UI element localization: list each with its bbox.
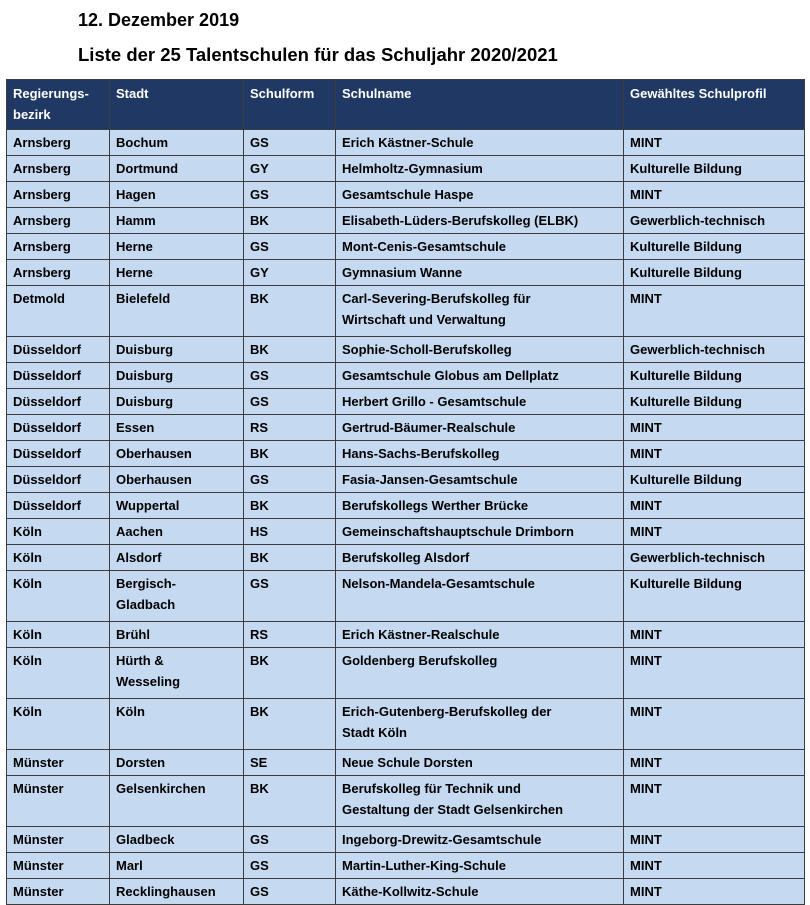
- cell-stadt: [110, 699, 244, 750]
- cell-schulprofil: MINT: [624, 415, 805, 441]
- cell-text-line: Herne: [116, 239, 153, 254]
- cell-text-line: Duisburg: [116, 368, 174, 383]
- table-row: [7, 571, 805, 622]
- cell-stadt: [110, 545, 244, 571]
- cell-regierungsbezirk: Münster: [7, 750, 110, 776]
- cell-regierungsbezirk: Münster: [7, 853, 110, 879]
- document-title: Liste der 25 Talentschulen für das Schuljahr 2020/2021: [78, 44, 558, 65]
- cell-schulname: [336, 182, 624, 208]
- cell-stadt: [110, 415, 244, 441]
- cell-stadt: [110, 363, 244, 389]
- cell-schulprofil: Kulturelle Bildung: [624, 156, 805, 182]
- cell-regierungsbezirk: Köln: [7, 648, 110, 699]
- cell-regierungsbezirk: Köln: [7, 571, 110, 622]
- cell-regierungsbezirk: Düsseldorf: [7, 441, 110, 467]
- cell-regierungsbezirk: Düsseldorf: [7, 415, 110, 441]
- cell-regierungsbezirk: Köln: [7, 699, 110, 750]
- cell-schulform: BK: [244, 208, 336, 234]
- cell-regierungsbezirk: Arnsberg: [7, 234, 110, 260]
- cell-text-line: Dorsten: [116, 755, 166, 770]
- cell-stadt: [110, 156, 244, 182]
- cell-schulprofil: MINT: [624, 493, 805, 519]
- header-text: Stadt: [116, 86, 149, 101]
- cell-stadt: [110, 130, 244, 156]
- cell-regierungsbezirk: Arnsberg: [7, 208, 110, 234]
- cell-text-line: Martin-Luther-King-Schule: [342, 858, 506, 873]
- column-header-profil: [624, 80, 805, 130]
- cell-regierungsbezirk: Düsseldorf: [7, 337, 110, 363]
- cell-text-line: Erich Kästner-Realschule: [342, 627, 500, 642]
- cell-schulname: [336, 545, 624, 571]
- cell-text-line: Helmholtz-Gymnasium: [342, 161, 483, 176]
- cell-schulprofil: Kulturelle Bildung: [624, 260, 805, 286]
- cell-stadt: [110, 622, 244, 648]
- column-header-schulform: [244, 80, 336, 130]
- cell-schulname: [336, 571, 624, 622]
- cell-stadt: [110, 208, 244, 234]
- cell-schulname: [336, 441, 624, 467]
- table-row: [7, 415, 805, 441]
- cell-schulprofil: Gewerblich-technisch: [624, 208, 805, 234]
- cell-schulprofil: MINT: [624, 441, 805, 467]
- cell-text-line: Gestaltung der Stadt Gelsenkirchen: [342, 802, 564, 817]
- table-row: [7, 156, 805, 182]
- table-row: [7, 337, 805, 363]
- cell-schulname: [336, 519, 624, 545]
- cell-regierungsbezirk: Köln: [7, 545, 110, 571]
- cell-text-line: Käthe-Kollwitz-Schule: [342, 884, 479, 899]
- cell-schulname: [336, 493, 624, 519]
- cell-schulname: [336, 337, 624, 363]
- cell-text-line: Stadt Köln: [342, 725, 407, 740]
- cell-stadt: [110, 286, 244, 337]
- table-row: [7, 622, 805, 648]
- cell-schulname: [336, 286, 624, 337]
- cell-schulform: GS: [244, 182, 336, 208]
- table-row: [7, 545, 805, 571]
- cell-stadt: [110, 571, 244, 622]
- cell-text-line: Hagen: [116, 187, 156, 202]
- table-row: [7, 234, 805, 260]
- cell-schulform: GS: [244, 467, 336, 493]
- cell-text-line: Goldenberg Berufskolleg: [342, 653, 498, 668]
- table-row: [7, 519, 805, 545]
- cell-text-line: Duisburg: [116, 394, 174, 409]
- cell-text-line: Wirtschaft und Verwaltung: [342, 312, 506, 327]
- cell-schulform: GS: [244, 571, 336, 622]
- cell-schulname: [336, 234, 624, 260]
- table-row: [7, 389, 805, 415]
- cell-text-line: Alsdorf: [116, 550, 162, 565]
- cell-schulprofil: MINT: [624, 879, 805, 905]
- cell-text-line: Bochum: [116, 135, 168, 150]
- cell-text-line: Mont-Cenis-Gesamtschule: [342, 239, 506, 254]
- cell-stadt: [110, 493, 244, 519]
- column-header-schulname: [336, 80, 624, 130]
- cell-text-line: Bergisch-: [116, 576, 176, 591]
- cell-text-line: Hürth &: [116, 653, 164, 668]
- cell-schulform: BK: [244, 648, 336, 699]
- cell-schulname: [336, 415, 624, 441]
- cell-text-line: Neue Schule Dorsten: [342, 755, 473, 770]
- cell-schulform: RS: [244, 622, 336, 648]
- cell-schulname: [336, 879, 624, 905]
- cell-schulprofil: MINT: [624, 648, 805, 699]
- cell-text-line: Gladbach: [116, 597, 176, 612]
- cell-schulname: [336, 208, 624, 234]
- cell-schulprofil: Kulturelle Bildung: [624, 234, 805, 260]
- cell-text-line: Gertrud-Bäumer-Realschule: [342, 420, 516, 435]
- table-row: [7, 208, 805, 234]
- cell-schulform: BK: [244, 441, 336, 467]
- cell-text-line: Oberhausen: [116, 472, 192, 487]
- cell-regierungsbezirk: Köln: [7, 622, 110, 648]
- cell-schulform: RS: [244, 415, 336, 441]
- cell-schulprofil: MINT: [624, 827, 805, 853]
- table-row: [7, 182, 805, 208]
- header-text: Gewähltes Schulprofil: [630, 86, 767, 101]
- table-row: [7, 699, 805, 750]
- cell-stadt: [110, 750, 244, 776]
- cell-schulname: [336, 648, 624, 699]
- cell-schulprofil: Kulturelle Bildung: [624, 363, 805, 389]
- table-row: [7, 493, 805, 519]
- cell-text-line: Berufskollegs Werther Brücke: [342, 498, 529, 513]
- header-text: Regierungs-: [13, 86, 89, 101]
- cell-schulform: GS: [244, 827, 336, 853]
- cell-text-line: Recklinghausen: [116, 884, 216, 899]
- table-row: [7, 879, 805, 905]
- cell-schulform: HS: [244, 519, 336, 545]
- cell-schulprofil: Gewerblich-technisch: [624, 545, 805, 571]
- cell-text-line: Hamm: [116, 213, 156, 228]
- cell-text-line: Erich-Gutenberg-Berufskolleg der: [342, 704, 552, 719]
- cell-regierungsbezirk: Münster: [7, 776, 110, 827]
- cell-stadt: [110, 234, 244, 260]
- cell-regierungsbezirk: Düsseldorf: [7, 389, 110, 415]
- cell-stadt: [110, 853, 244, 879]
- cell-text-line: Gemeinschaftshauptschule Drimborn: [342, 524, 574, 539]
- cell-schulprofil: MINT: [624, 699, 805, 750]
- cell-text-line: Wesseling: [116, 674, 181, 689]
- table-header-row: [7, 80, 805, 130]
- document-date: 12. Dezember 2019: [78, 10, 240, 30]
- cell-text-line: Berufskolleg Alsdorf: [342, 550, 470, 565]
- cell-schulname: [336, 389, 624, 415]
- cell-schulprofil: MINT: [624, 519, 805, 545]
- cell-schulname: [336, 827, 624, 853]
- cell-text-line: Gladbeck: [116, 832, 175, 847]
- cell-schulprofil: MINT: [624, 853, 805, 879]
- cell-schulform: GS: [244, 389, 336, 415]
- cell-text-line: Gesamtschule Haspe: [342, 187, 474, 202]
- header-text: Schulform: [250, 86, 315, 101]
- column-header-bezirk: [7, 80, 110, 130]
- cell-schulname: [336, 156, 624, 182]
- cell-text-line: Essen: [116, 420, 155, 435]
- cell-text-line: Fasia-Jansen-Gesamtschule: [342, 472, 518, 487]
- cell-text-line: Gelsenkirchen: [116, 781, 206, 796]
- table-row: [7, 648, 805, 699]
- cell-stadt: [110, 827, 244, 853]
- cell-text-line: Aachen: [116, 524, 163, 539]
- cell-schulname: [336, 363, 624, 389]
- cell-schulform: GS: [244, 363, 336, 389]
- cell-stadt: [110, 182, 244, 208]
- cell-text-line: Nelson-Mandela-Gesamtschule: [342, 576, 535, 591]
- cell-schulname: [336, 776, 624, 827]
- cell-schulprofil: MINT: [624, 776, 805, 827]
- cell-text-line: Ingeborg-Drewitz-Gesamtschule: [342, 832, 542, 847]
- table-body: [7, 130, 805, 905]
- cell-stadt: [110, 389, 244, 415]
- cell-schulprofil: MINT: [624, 130, 805, 156]
- cell-schulprofil: Kulturelle Bildung: [624, 389, 805, 415]
- cell-schulname: [336, 853, 624, 879]
- cell-stadt: [110, 648, 244, 699]
- cell-text-line: Erich Kästner-Schule: [342, 135, 474, 150]
- cell-schulform: GS: [244, 853, 336, 879]
- cell-regierungsbezirk: Arnsberg: [7, 156, 110, 182]
- cell-regierungsbezirk: Düsseldorf: [7, 467, 110, 493]
- table-row: [7, 130, 805, 156]
- cell-schulform: BK: [244, 545, 336, 571]
- cell-text-line: Sophie-Scholl-Berufskolleg: [342, 342, 512, 357]
- table-row: [7, 776, 805, 827]
- cell-schulprofil: Kulturelle Bildung: [624, 467, 805, 493]
- cell-schulname: [336, 699, 624, 750]
- cell-schulname: [336, 467, 624, 493]
- cell-regierungsbezirk: Arnsberg: [7, 130, 110, 156]
- cell-text-line: Herne: [116, 265, 153, 280]
- talent-schools-table: [6, 79, 805, 905]
- table-row: [7, 441, 805, 467]
- cell-text-line: Hans-Sachs-Berufskolleg: [342, 446, 500, 461]
- cell-regierungsbezirk: Köln: [7, 519, 110, 545]
- cell-schulform: SE: [244, 750, 336, 776]
- cell-text-line: Gesamtschule Globus am Dellplatz: [342, 368, 559, 383]
- cell-stadt: [110, 467, 244, 493]
- cell-stadt: [110, 776, 244, 827]
- cell-text-line: Oberhausen: [116, 446, 192, 461]
- table-row: [7, 827, 805, 853]
- cell-schulprofil: Gewerblich-technisch: [624, 337, 805, 363]
- cell-regierungsbezirk: Detmold: [7, 286, 110, 337]
- cell-text-line: Carl-Severing-Berufskolleg für: [342, 291, 531, 306]
- cell-text-line: Berufskolleg für Technik und: [342, 781, 521, 796]
- cell-text-line: Elisabeth-Lüders-Berufskolleg (ELBK): [342, 213, 579, 228]
- cell-schulprofil: MINT: [624, 286, 805, 337]
- cell-schulform: GS: [244, 234, 336, 260]
- cell-regierungsbezirk: Arnsberg: [7, 260, 110, 286]
- header-text: bezirk: [13, 107, 51, 122]
- cell-stadt: [110, 519, 244, 545]
- table-row: [7, 750, 805, 776]
- cell-schulname: [336, 130, 624, 156]
- cell-text-line: Wuppertal: [116, 498, 180, 513]
- cell-regierungsbezirk: Münster: [7, 879, 110, 905]
- cell-regierungsbezirk: Düsseldorf: [7, 493, 110, 519]
- cell-schulname: [336, 622, 624, 648]
- table-row: [7, 363, 805, 389]
- cell-text-line: Gymnasium Wanne: [342, 265, 463, 280]
- cell-schulform: BK: [244, 493, 336, 519]
- cell-text-line: Marl: [116, 858, 143, 873]
- cell-schulname: [336, 260, 624, 286]
- cell-schulprofil: MINT: [624, 750, 805, 776]
- cell-stadt: [110, 879, 244, 905]
- cell-schulform: GS: [244, 879, 336, 905]
- column-header-stadt: [110, 80, 244, 130]
- cell-stadt: [110, 441, 244, 467]
- cell-schulform: BK: [244, 776, 336, 827]
- table-row: [7, 853, 805, 879]
- cell-schulform: GY: [244, 260, 336, 286]
- table-row: [7, 286, 805, 337]
- cell-text-line: Herbert Grillo - Gesamtschule: [342, 394, 527, 409]
- cell-schulprofil: Kulturelle Bildung: [624, 571, 805, 622]
- cell-schulform: BK: [244, 337, 336, 363]
- cell-regierungsbezirk: Arnsberg: [7, 182, 110, 208]
- cell-schulprofil: MINT: [624, 622, 805, 648]
- cell-text-line: Köln: [116, 704, 145, 719]
- cell-schulprofil: MINT: [624, 182, 805, 208]
- cell-stadt: [110, 260, 244, 286]
- table-row: [7, 260, 805, 286]
- cell-regierungsbezirk: Düsseldorf: [7, 363, 110, 389]
- cell-schulform: GS: [244, 130, 336, 156]
- cell-text-line: Duisburg: [116, 342, 174, 357]
- header-text: Schulname: [342, 86, 412, 101]
- cell-schulform: BK: [244, 699, 336, 750]
- cell-schulform: GY: [244, 156, 336, 182]
- cell-stadt: [110, 337, 244, 363]
- cell-schulname: [336, 750, 624, 776]
- cell-text-line: Bielefeld: [116, 291, 171, 306]
- cell-schulform: BK: [244, 286, 336, 337]
- cell-text-line: Brühl: [116, 627, 150, 642]
- cell-regierungsbezirk: Münster: [7, 827, 110, 853]
- table-row: [7, 467, 805, 493]
- cell-text-line: Dortmund: [116, 161, 179, 176]
